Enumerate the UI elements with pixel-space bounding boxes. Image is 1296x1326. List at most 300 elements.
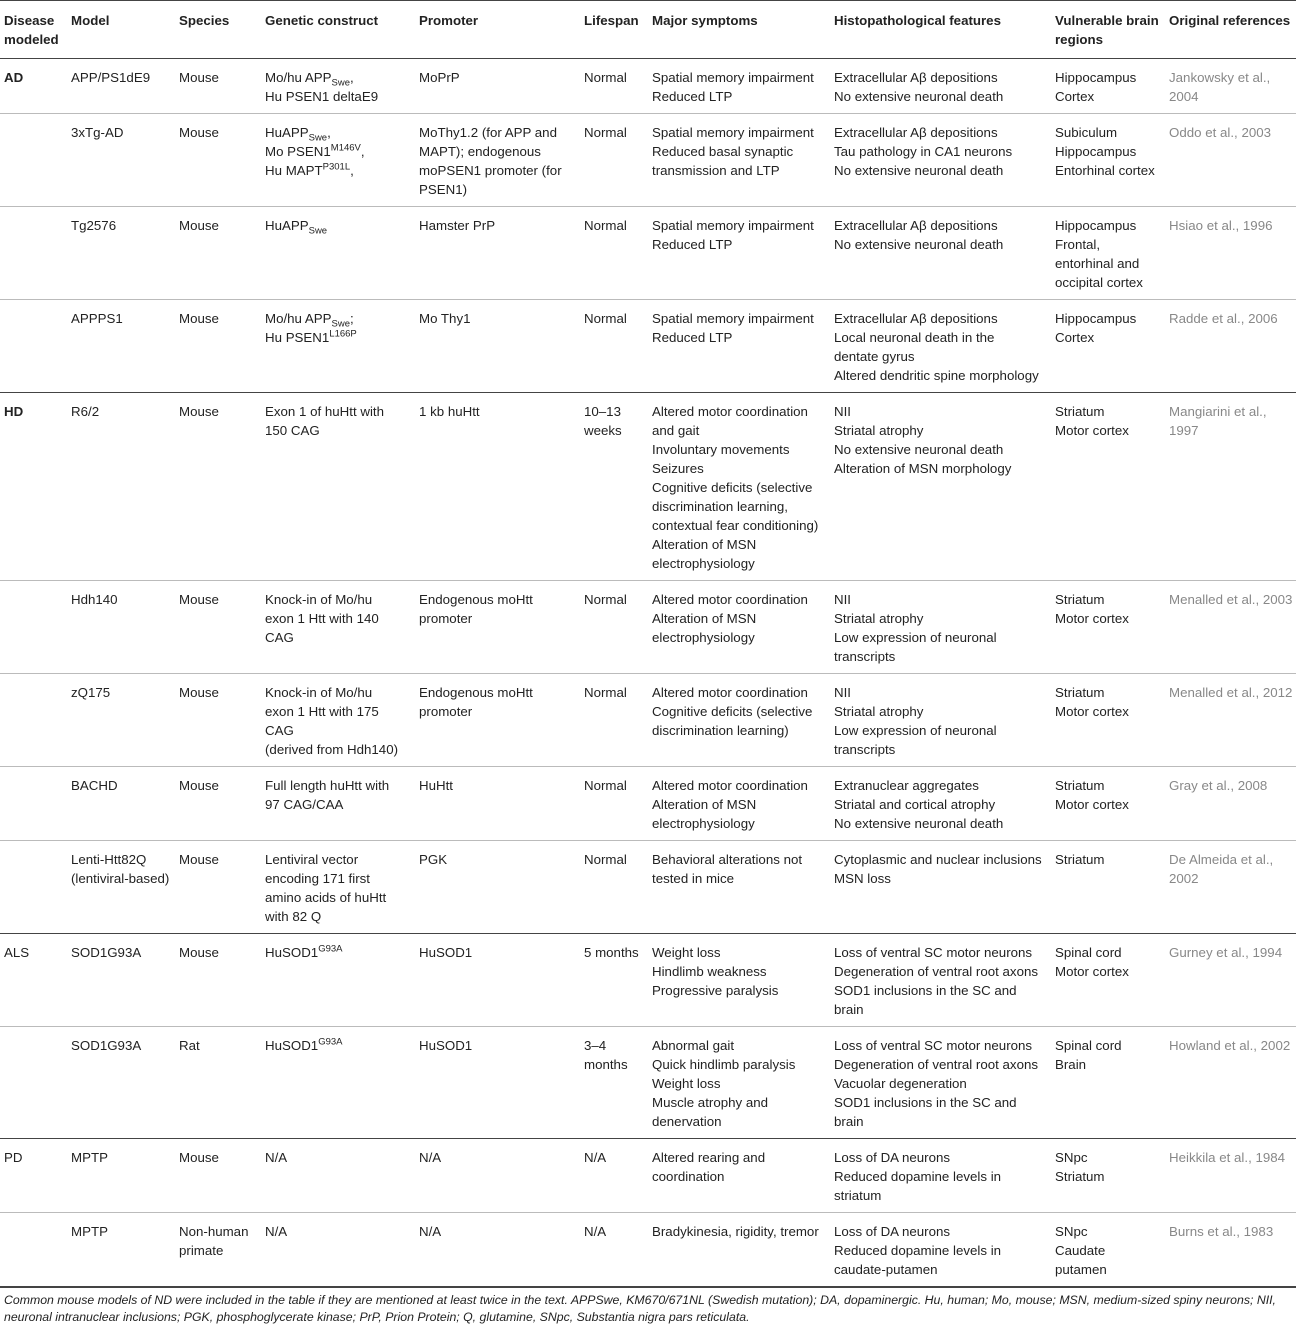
cell-disease [0,1213,67,1287]
cell-construct [261,767,415,841]
histo-line: SOD1 inclusions in the SC and [834,983,1017,998]
promoter-line: PGK [419,852,448,867]
reference-line: Burns et al., 1983 [1169,1224,1274,1239]
cell-symptoms [648,207,830,300]
cell-symptoms [648,300,830,393]
cell-promoter [415,59,580,114]
cell-construct [261,841,415,934]
lifespan-line: N/A [584,1224,607,1239]
cell-histo [830,767,1051,841]
cell-model [67,1027,175,1139]
lifespan-line: N/A [584,1150,607,1165]
cell-regions [1051,1139,1165,1213]
construct-line [265,609,411,628]
construct-text: Mo/hu APP [265,70,332,85]
region-line: SNpc [1055,1224,1088,1239]
symptom-line: Altered motor coordination [652,404,808,419]
construct-text: 97 CAG/CAA [265,797,344,812]
subscript: Swe [308,132,328,144]
construct-text: exon 1 Htt with 140 [265,611,379,626]
header-histo: Histopathological features [834,13,1001,28]
header-promoter: Promoter [419,13,479,28]
region-line: Striatum [1055,778,1105,793]
reference-line: Jankowsky et al., [1169,70,1271,85]
species-name: Mouse [179,70,219,85]
histo-line: Reduced dopamine levels in [834,1169,1002,1184]
species-name: Mouse [179,311,219,326]
construct-text: Lentiviral vector [265,852,359,867]
cell-regions [1051,59,1165,114]
histo-line: Tau pathology in CA1 neurons [834,144,1013,159]
header-regions: Vulnerable brain regions [1055,13,1159,47]
promoter-line: Endogenous moHtt [419,685,533,700]
cell-regions [1051,1027,1165,1139]
symptom-line: Altered rearing and [652,1150,766,1165]
header-refs: Original references [1169,13,1291,28]
table-row [0,1027,1296,1139]
promoter-line: promoter [419,704,473,719]
region-line: Hippocampus [1055,144,1137,159]
region-line: Hippocampus [1055,311,1137,326]
symptom-line: Weight loss [652,1076,721,1091]
construct-text: Mo PSEN1 [265,144,331,159]
construct-text: encoding 171 first [265,871,370,886]
lifespan-line: Normal [584,125,627,140]
construct-line [265,795,411,814]
symptom-line: Alteration of MSN [652,611,757,626]
histo-line: No extensive neuronal death [834,89,1004,104]
cell-disease [0,767,67,841]
cell-reference [1165,59,1296,114]
table-row [0,300,1296,393]
construct-line [265,216,411,235]
header-model: Model [71,13,110,28]
cell-regions [1051,674,1165,767]
cell-promoter [415,393,580,581]
histo-line: Striatal atrophy [834,423,924,438]
construct-text: , [360,144,365,159]
cell-disease [0,114,67,207]
symptom-line: electrophysiology [652,630,755,645]
table-row [0,674,1296,767]
region-line: Motor cortex [1055,611,1129,626]
lifespan-line: months [584,1057,628,1072]
cell-regions [1051,767,1165,841]
lifespan-line: 3–4 [584,1038,607,1053]
symptom-line: Reduced basal synaptic [652,144,794,159]
histo-line: brain [834,1002,864,1017]
construct-text: N/A [265,1150,288,1165]
histo-line: MSN loss [834,871,891,886]
species-name: Rat [179,1038,200,1053]
region-line: Motor cortex [1055,964,1129,979]
cell-histo [830,207,1051,300]
cell-model [67,581,175,674]
construct-line [265,402,411,421]
construct-line [265,683,411,702]
histo-line: SOD1 inclusions in the SC and [834,1095,1017,1110]
table-row [0,841,1296,934]
reference-line: Gurney et al., 1994 [1169,945,1283,960]
construct-text: amino acids of huHtt [265,890,387,905]
cell-species [175,300,261,393]
cell-promoter [415,114,580,207]
symptom-line: electrophysiology [652,556,755,571]
cell-lifespan [580,674,648,767]
cell-lifespan [580,114,648,207]
symptom-line: Alteration of MSN [652,537,757,552]
construct-line [265,309,411,328]
table-row [0,59,1296,114]
cell-construct [261,59,415,114]
cell-reference [1165,1027,1296,1139]
species-name: Mouse [179,125,219,140]
cell-construct [261,1213,415,1287]
cell-symptoms [648,674,830,767]
construct-line [265,328,411,347]
cell-model [67,934,175,1027]
histo-line: No extensive neuronal death [834,442,1004,457]
cell-reference [1165,581,1296,674]
symptom-line: Abnormal gait [652,1038,735,1053]
histo-line: brain [834,1114,864,1129]
reference-line: Menalled et al., 2003 [1169,592,1293,607]
histo-line: NII [834,404,851,419]
cell-construct [261,300,415,393]
lifespan-line: Normal [584,311,627,326]
promoter-line: Mo Thy1 [419,311,471,326]
symptom-line: and gait [652,423,700,438]
superscript: L166P [329,328,357,340]
cell-species [175,767,261,841]
histo-line: Low expression of neuronal [834,630,997,645]
construct-line [265,850,411,869]
region-line: Motor cortex [1055,423,1129,438]
histo-line: NII [834,592,851,607]
symptom-line: Alteration of MSN [652,797,757,812]
reference-line: Menalled et al., 2012 [1169,685,1293,700]
table-row [0,393,1296,581]
cell-disease [0,300,67,393]
symptom-line: discrimination learning) [652,723,789,738]
model-name: MPTP [71,1224,108,1239]
cell-histo [830,581,1051,674]
construct-text: 150 CAG [265,423,320,438]
cell-model [67,59,175,114]
region-line: SNpc [1055,1150,1088,1165]
construct-line [265,740,411,759]
symptom-line: Spatial memory impairment [652,70,814,85]
cell-promoter [415,841,580,934]
construct-text: Hu PSEN1 deltaE9 [265,89,379,104]
histo-line: Low expression of neuronal [834,723,997,738]
header-species: Species [179,13,230,28]
construct-line [265,869,411,888]
reference-line: Radde et al., 2006 [1169,311,1278,326]
table-row [0,1213,1296,1287]
histo-line: Vacuolar degeneration [834,1076,967,1091]
histo-line: NII [834,685,851,700]
cell-disease: AD [4,70,24,85]
construct-text: Hu MAPT [265,163,323,178]
cell-reference [1165,767,1296,841]
reference-line: Howland et al., 2002 [1169,1038,1291,1053]
region-line: Hippocampus [1055,218,1137,233]
model-name: Tg2576 [71,218,117,233]
construct-text: HuSOD1 [265,945,319,960]
lifespan-line: Normal [584,218,627,233]
histo-line: Extracellular Aβ depositions [834,218,998,233]
cell-symptoms [648,934,830,1027]
region-line: Subiculum [1055,125,1118,140]
histo-line: Striatal atrophy [834,704,924,719]
cell-promoter [415,581,580,674]
species-name: Mouse [179,404,219,419]
cell-species [175,393,261,581]
promoter-line: HuSOD1 [419,1038,473,1053]
cell-reference [1165,300,1296,393]
cell-histo [830,1139,1051,1213]
region-line: Striatum [1055,592,1105,607]
region-line: Spinal cord [1055,945,1122,960]
cell-species [175,114,261,207]
lifespan-line: weeks [584,423,622,438]
construct-text: N/A [265,1224,288,1239]
cell-species [175,841,261,934]
cell-histo [830,393,1051,581]
cell-species [175,581,261,674]
cell-histo [830,841,1051,934]
construct-text: exon 1 Htt with 175 [265,704,379,719]
symptom-line: Progressive paralysis [652,983,779,998]
region-line: occipital cortex [1055,275,1143,290]
table-body [0,59,1296,1287]
header-disease: Disease modeled [4,13,59,47]
subscript: Swe [308,225,328,237]
cell-lifespan [580,1213,648,1287]
construct-text: (derived from Hdh140) [265,742,399,757]
histo-line: Loss of DA neurons [834,1224,951,1239]
model-name: Lenti-Htt82Q [71,852,147,867]
construct-text: CAG [265,630,294,645]
reference-line: Heikkila et al., 1984 [1169,1150,1286,1165]
promoter-line: 1 kb huHtt [419,404,480,419]
cell-symptoms [648,1213,830,1287]
cell-lifespan [580,581,648,674]
subscript: Swe [331,318,351,330]
region-line: Frontal, [1055,237,1101,252]
construct-line [265,888,411,907]
construct-text: CAG [265,723,294,738]
promoter-line: N/A [419,1224,442,1239]
histo-line: Extracellular Aβ depositions [834,70,998,85]
cell-model [67,1213,175,1287]
model-name: Hdh140 [71,592,118,607]
cell-construct [261,674,415,767]
histo-line: dentate gyrus [834,349,915,364]
table-row [0,581,1296,674]
construct-text: with 82 Q [265,909,322,924]
symptom-line: Weight loss [652,945,721,960]
histo-line: Extracellular Aβ depositions [834,311,998,326]
cell-lifespan [580,59,648,114]
species-name: Mouse [179,945,219,960]
promoter-line: HuHtt [419,778,453,793]
cell-histo [830,1213,1051,1287]
cell-reference [1165,674,1296,767]
symptom-line: tested in mice [652,871,735,886]
model-name: R6/2 [71,404,100,419]
subscript: Swe [331,77,351,89]
cell-regions [1051,207,1165,300]
cell-species [175,934,261,1027]
lifespan-line: Normal [584,685,627,700]
cell-symptoms [648,581,830,674]
region-line: Cortex [1055,330,1095,345]
histo-line: Extranuclear aggregates [834,778,979,793]
region-line: Caudate [1055,1243,1106,1258]
cell-lifespan [580,1139,648,1213]
species-name: Mouse [179,218,219,233]
histo-line: Altered dendritic spine morphology [834,368,1039,383]
cell-regions [1051,1213,1165,1287]
construct-line [265,907,411,926]
header-construct: Genetic construct [265,13,379,28]
cell-promoter [415,207,580,300]
symptom-line: Altered motor coordination [652,592,808,607]
histo-line: No extensive neuronal death [834,163,1004,178]
cell-model [67,114,175,207]
table-footnote: Common mouse models of ND were included in the table if they are mentioned at least twice in the text. APPSwe, KM670/671NL (Swedish mutation); DA, dopaminergic. Hu, human; Mo, mouse; MSN, medium-sized spiny neurons; NII, neuronal intranuclear inclusions; PGK, phosphoglycerate kinase; PrP, Prion Protein; Q, glutamine, SNpc, Substantia nigra pars reticulata. [0,1287,1296,1326]
region-line: Hippocampus [1055,70,1137,85]
construct-text: Exon 1 of huHtt with [265,404,384,419]
symptom-line: Quick hindlimb paralysis [652,1057,796,1072]
table-row [0,207,1296,300]
table-row [0,114,1296,207]
symptom-line: Bradykinesia, rigidity, tremor [652,1224,819,1239]
cell-construct [261,114,415,207]
model-name: 3xTg-AD [71,125,124,140]
promoter-line: Hamster PrP [419,218,496,233]
promoter-line: MoPrP [419,70,460,85]
cell-lifespan [580,207,648,300]
promoter-line: PSEN1) [419,182,468,197]
cell-disease: HD [4,404,24,419]
construct-text: , [327,125,331,140]
promoter-line: promoter [419,611,473,626]
species-name: Mouse [179,1150,219,1165]
cell-construct [261,393,415,581]
symptom-line: Cognitive deficits (selective [652,480,813,495]
cell-regions [1051,581,1165,674]
cell-reference [1165,934,1296,1027]
symptom-line: Reduced LTP [652,237,733,252]
symptom-line: Altered motor coordination [652,778,808,793]
species-name: Mouse [179,852,219,867]
promoter-line: MAPT); endogenous [419,144,541,159]
cell-histo [830,114,1051,207]
construct-line [265,628,411,647]
symptom-line: contextual fear conditioning) [652,518,819,533]
promoter-line: MoThy1.2 (for APP and [419,125,557,140]
cell-symptoms [648,767,830,841]
cell-construct [261,934,415,1027]
reference-line: Gray et al., 2008 [1169,778,1268,793]
superscript: G93A [318,943,343,955]
model-name: APP/PS1dE9 [71,70,151,85]
construct-line [265,943,411,962]
cell-regions [1051,114,1165,207]
model-name: SOD1G93A [71,1038,142,1053]
construct-line [265,721,411,740]
species-note: primate [179,1243,224,1258]
construct-text: HuAPP [265,125,309,140]
cell-construct [261,1139,415,1213]
construct-text: ; [350,311,354,326]
cell-model [67,393,175,581]
construct-line [265,421,411,440]
cell-regions [1051,934,1165,1027]
superscript: M146V [330,142,361,154]
promoter-line: moPSEN1 promoter (for [419,163,562,178]
cell-regions [1051,300,1165,393]
region-line: Cortex [1055,89,1095,104]
symptom-line: Cognitive deficits (selective [652,704,813,719]
histo-line: Loss of ventral SC motor neurons [834,1038,1033,1053]
reference-line: 2004 [1169,89,1199,104]
histo-line: striatum [834,1188,882,1203]
species-name: Non-human [179,1224,249,1239]
header-lifespan: Lifespan [584,13,639,28]
symptom-line: denervation [652,1114,722,1129]
symptom-line: Spatial memory impairment [652,125,814,140]
symptom-line: Reduced LTP [652,89,733,104]
construct-text: Knock-in of Mo/hu [265,592,373,607]
region-line: Striatum [1055,1169,1105,1184]
cell-reference [1165,114,1296,207]
cell-construct [261,1027,415,1139]
model-note: (lentiviral-based) [71,871,170,886]
cell-symptoms [648,841,830,934]
cell-disease: PD [4,1150,23,1165]
region-line: Brain [1055,1057,1087,1072]
cell-species [175,207,261,300]
promoter-line: N/A [419,1150,442,1165]
promoter-line: HuSOD1 [419,945,473,960]
lifespan-line: Normal [584,852,627,867]
lifespan-line: 5 months [584,945,639,960]
region-line: Striatum [1055,852,1105,867]
construct-text: Mo/hu APP [265,311,332,326]
reference-line: 1997 [1169,423,1199,438]
cell-promoter [415,1027,580,1139]
cell-model [67,207,175,300]
cell-lifespan [580,841,648,934]
cell-model [67,1139,175,1213]
symptom-line: Muscle atrophy and [652,1095,769,1110]
histo-line: No extensive neuronal death [834,816,1004,831]
cell-reference [1165,1139,1296,1213]
construct-line [265,87,411,106]
table-row [0,1139,1296,1213]
construct-text: Hu PSEN1 [265,330,330,345]
cell-species [175,1213,261,1287]
symptom-line: Spatial memory impairment [652,311,814,326]
construct-text: Full length huHtt with [265,778,390,793]
lifespan-line: 10–13 [584,404,621,419]
lifespan-line: Normal [584,592,627,607]
superscript: G93A [318,1036,343,1048]
